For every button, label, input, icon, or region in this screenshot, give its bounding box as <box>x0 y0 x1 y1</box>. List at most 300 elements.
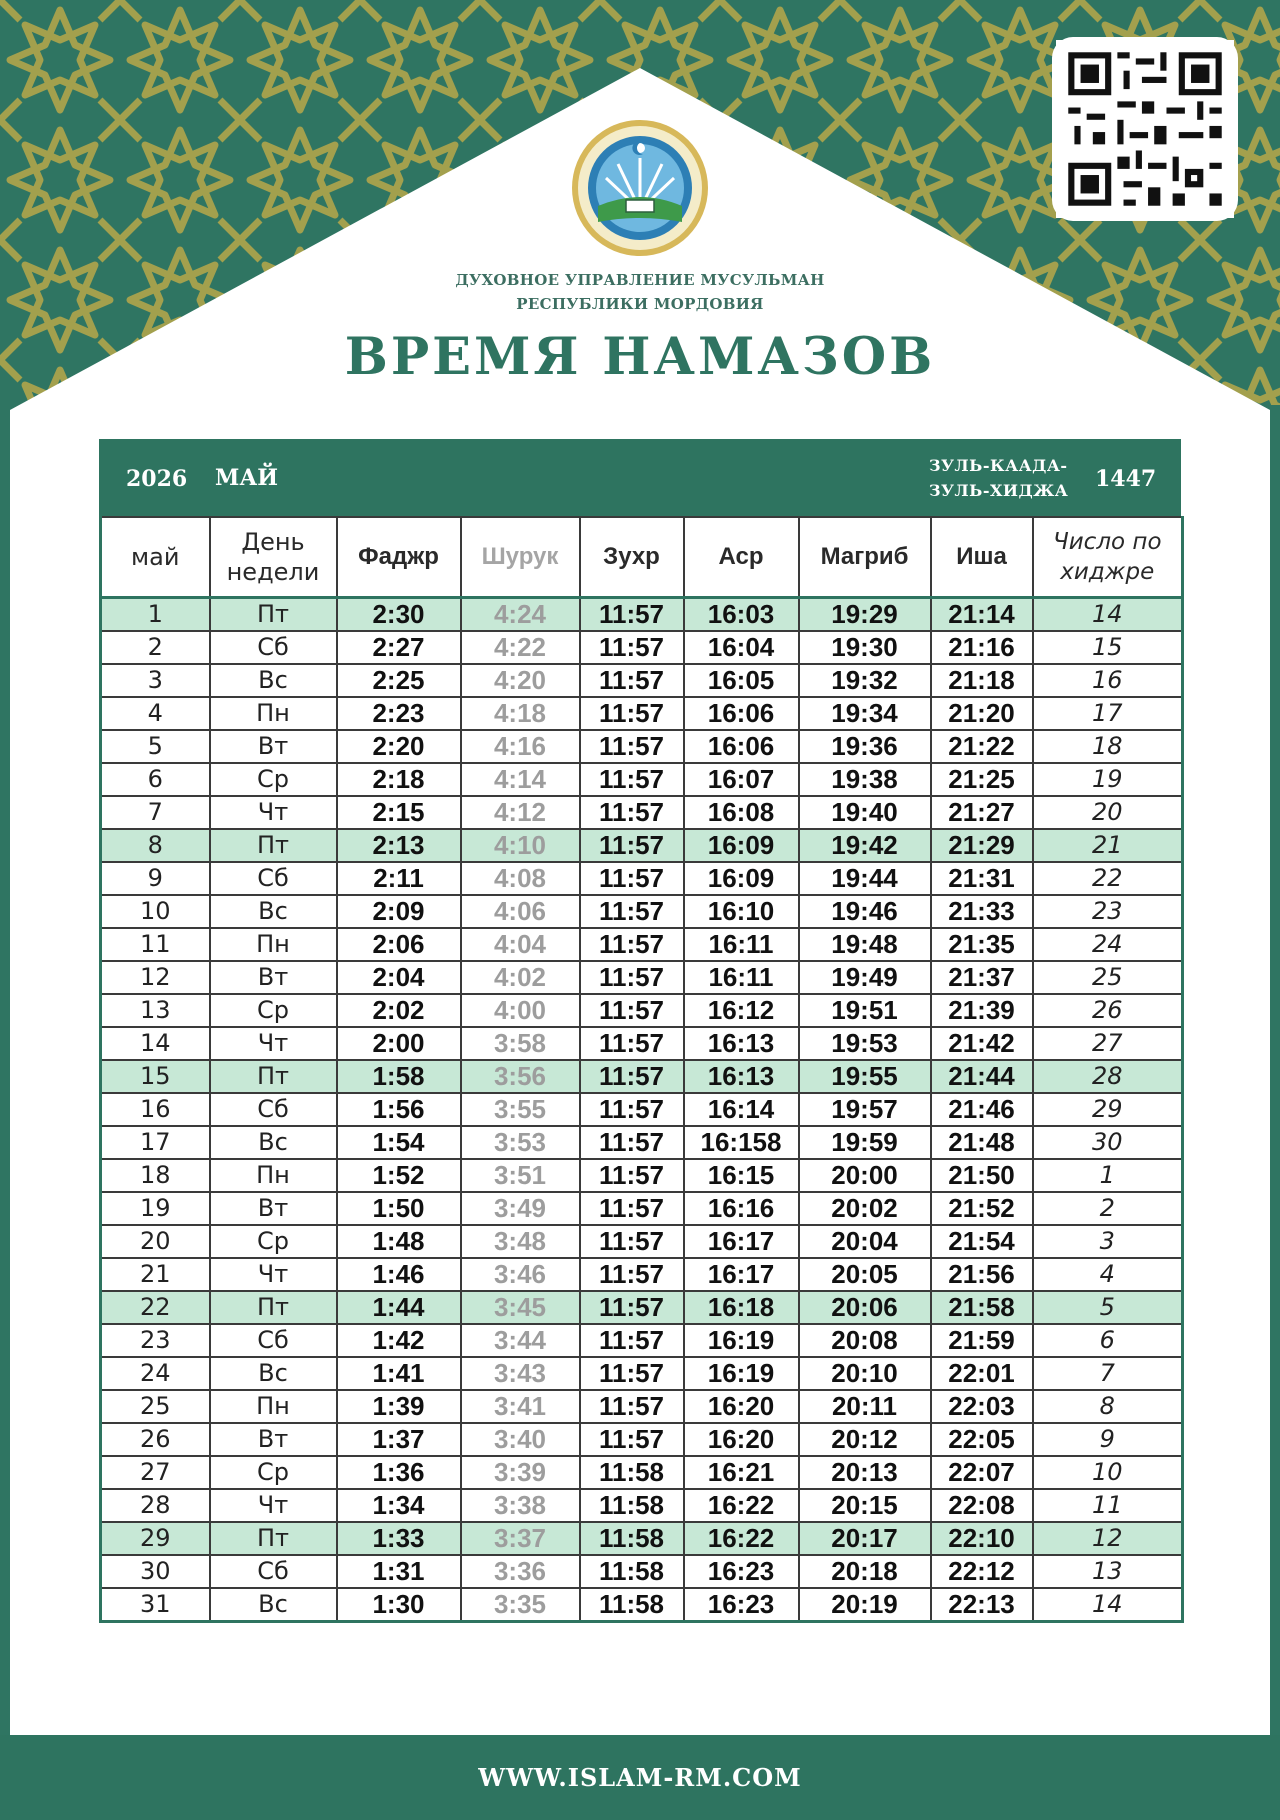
cell-day: 2 <box>101 631 210 664</box>
qr-code-graphic <box>1055 40 1235 218</box>
cell-isha: 21:59 <box>931 1324 1033 1357</box>
cell-maghrib: 20:15 <box>799 1489 931 1522</box>
table-row <box>101 598 1183 632</box>
cell-fajr: 2:15 <box>337 796 461 829</box>
cell-day: 23 <box>101 1324 210 1357</box>
cell-shuruq: 3:56 <box>461 1060 580 1093</box>
cell-asr: 16:08 <box>684 796 799 829</box>
cell-hijri-day: 20 <box>1033 796 1183 829</box>
cell-fajr: 1:50 <box>337 1192 461 1225</box>
month-header-band <box>99 439 1181 516</box>
cell-isha: 21:46 <box>931 1093 1033 1126</box>
cell-fajr: 1:34 <box>337 1489 461 1522</box>
cell-shuruq: 3:55 <box>461 1093 580 1126</box>
cell-zuhr: 11:57 <box>580 1258 684 1291</box>
cell-day: 16 <box>101 1093 210 1126</box>
cell-maghrib: 20:08 <box>799 1324 931 1357</box>
cell-shuruq: 3:41 <box>461 1390 580 1423</box>
cell-day: 5 <box>101 730 210 763</box>
cell-day: 6 <box>101 763 210 796</box>
cell-asr: 16:19 <box>684 1324 799 1357</box>
cell-asr: 16:22 <box>684 1522 799 1555</box>
cell-fajr: 1:30 <box>337 1588 461 1622</box>
cell-weekday: Вт <box>210 961 337 994</box>
cell-shuruq: 3:37 <box>461 1522 580 1555</box>
cell-day: 20 <box>101 1225 210 1258</box>
cell-hijri-day: 8 <box>1033 1390 1183 1423</box>
cell-isha: 22:07 <box>931 1456 1033 1489</box>
cell-isha: 21:31 <box>931 862 1033 895</box>
cell-fajr: 1:58 <box>337 1060 461 1093</box>
column-header-maghrib: Магриб <box>799 517 931 598</box>
cell-maghrib: 20:18 <box>799 1555 931 1588</box>
cell-weekday: Вс <box>210 1588 337 1622</box>
cell-asr: 16:17 <box>684 1225 799 1258</box>
cell-isha: 21:50 <box>931 1159 1033 1192</box>
cell-day: 4 <box>101 697 210 730</box>
cell-zuhr: 11:58 <box>580 1522 684 1555</box>
table-row <box>101 1588 1183 1622</box>
cell-day: 18 <box>101 1159 210 1192</box>
cell-weekday: Ср <box>210 1456 337 1489</box>
cell-day: 19 <box>101 1192 210 1225</box>
cell-shuruq: 4:12 <box>461 796 580 829</box>
cell-weekday: Вс <box>210 664 337 697</box>
cell-hijri-day: 12 <box>1033 1522 1183 1555</box>
cell-fajr: 2:06 <box>337 928 461 961</box>
cell-fajr: 1:39 <box>337 1390 461 1423</box>
cell-isha: 21:33 <box>931 895 1033 928</box>
table-row <box>101 763 1183 796</box>
cell-isha: 22:12 <box>931 1555 1033 1588</box>
cell-hijri-day: 27 <box>1033 1027 1183 1060</box>
table-body <box>101 598 1183 1622</box>
cell-isha: 21:20 <box>931 697 1033 730</box>
cell-zuhr: 11:57 <box>580 1192 684 1225</box>
cell-isha: 21:22 <box>931 730 1033 763</box>
cell-zuhr: 11:57 <box>580 1291 684 1324</box>
cell-isha: 21:16 <box>931 631 1033 664</box>
cell-shuruq: 4:16 <box>461 730 580 763</box>
cell-isha: 21:27 <box>931 796 1033 829</box>
table-row <box>101 730 1183 763</box>
page-title: ВРЕМЯ НАМАЗОВ <box>344 327 936 387</box>
cell-day: 10 <box>101 895 210 928</box>
cell-zuhr: 11:57 <box>580 1027 684 1060</box>
cell-day: 15 <box>101 1060 210 1093</box>
cell-hijri-day: 26 <box>1033 994 1183 1027</box>
cell-maghrib: 19:30 <box>799 631 931 664</box>
cell-zuhr: 11:58 <box>580 1588 684 1622</box>
cell-hijri-day: 5 <box>1033 1291 1183 1324</box>
cell-zuhr: 11:57 <box>580 1159 684 1192</box>
cell-isha: 21:25 <box>931 763 1033 796</box>
cell-isha: 22:13 <box>931 1588 1033 1622</box>
cell-hijri-day: 23 <box>1033 895 1183 928</box>
cell-isha: 21:52 <box>931 1192 1033 1225</box>
cell-fajr: 1:36 <box>337 1456 461 1489</box>
cell-fajr: 1:48 <box>337 1225 461 1258</box>
cell-weekday: Пт <box>210 1291 337 1324</box>
cell-fajr: 2:04 <box>337 961 461 994</box>
column-header-shuruq: Шурук <box>461 517 580 598</box>
cell-hijri-day: 1 <box>1033 1159 1183 1192</box>
cell-hijri-day: 13 <box>1033 1555 1183 1588</box>
cell-zuhr: 11:57 <box>580 1093 684 1126</box>
cell-shuruq: 3:58 <box>461 1027 580 1060</box>
cell-zuhr: 11:57 <box>580 961 684 994</box>
cell-asr: 16:13 <box>684 1060 799 1093</box>
cell-zuhr: 11:57 <box>580 829 684 862</box>
cell-zuhr: 11:57 <box>580 763 684 796</box>
cell-shuruq: 3:49 <box>461 1192 580 1225</box>
cell-asr: 16:17 <box>684 1258 799 1291</box>
cell-hijri-day: 19 <box>1033 763 1183 796</box>
cell-day: 28 <box>101 1489 210 1522</box>
cell-fajr: 2:02 <box>337 994 461 1027</box>
cell-fajr: 1:56 <box>337 1093 461 1126</box>
cell-fajr: 2:27 <box>337 631 461 664</box>
cell-isha: 22:05 <box>931 1423 1033 1456</box>
cell-zuhr: 11:57 <box>580 730 684 763</box>
cell-asr: 16:03 <box>684 598 799 632</box>
cell-maghrib: 20:17 <box>799 1522 931 1555</box>
table-row <box>101 1126 1183 1159</box>
cell-asr: 16:20 <box>684 1423 799 1456</box>
cell-shuruq: 3:48 <box>461 1225 580 1258</box>
cell-asr: 16:14 <box>684 1093 799 1126</box>
cell-fajr: 1:41 <box>337 1357 461 1390</box>
cell-shuruq: 3:39 <box>461 1456 580 1489</box>
cell-asr: 16:09 <box>684 829 799 862</box>
cell-shuruq: 3:46 <box>461 1258 580 1291</box>
cell-zuhr: 11:57 <box>580 697 684 730</box>
cell-day: 9 <box>101 862 210 895</box>
cell-maghrib: 20:00 <box>799 1159 931 1192</box>
cell-shuruq: 3:36 <box>461 1555 580 1588</box>
cell-maghrib: 19:46 <box>799 895 931 928</box>
cell-isha: 21:48 <box>931 1126 1033 1159</box>
cell-hijri-day: 18 <box>1033 730 1183 763</box>
cell-weekday: Вс <box>210 1126 337 1159</box>
table-row <box>101 631 1183 664</box>
table-row <box>101 1027 1183 1060</box>
cell-day: 31 <box>101 1588 210 1622</box>
cell-weekday: Вт <box>210 730 337 763</box>
cell-weekday: Пт <box>210 1522 337 1555</box>
cell-weekday: Сб <box>210 1324 337 1357</box>
cell-fajr: 2:30 <box>337 598 461 632</box>
table-row <box>101 1258 1183 1291</box>
cell-maghrib: 19:44 <box>799 862 931 895</box>
cell-zuhr: 11:57 <box>580 1390 684 1423</box>
cell-shuruq: 4:08 <box>461 862 580 895</box>
cell-isha: 22:01 <box>931 1357 1033 1390</box>
cell-weekday: Пн <box>210 697 337 730</box>
table-header-row <box>101 517 1183 598</box>
cell-fajr: 2:00 <box>337 1027 461 1060</box>
cell-maghrib: 19:42 <box>799 829 931 862</box>
cell-maghrib: 19:48 <box>799 928 931 961</box>
cell-weekday: Сб <box>210 1555 337 1588</box>
cell-weekday: Пн <box>210 928 337 961</box>
cell-day: 25 <box>101 1390 210 1423</box>
cell-zuhr: 11:57 <box>580 994 684 1027</box>
hijri-month-label <box>929 453 1068 503</box>
cell-weekday: Ср <box>210 1225 337 1258</box>
cell-asr: 16:06 <box>684 730 799 763</box>
cell-maghrib: 20:06 <box>799 1291 931 1324</box>
cell-isha: 21:56 <box>931 1258 1033 1291</box>
hijri-month-line2: ЗУЛЬ-ХИДЖА <box>929 481 1069 500</box>
table-row <box>101 1522 1183 1555</box>
column-header-asr: Аср <box>684 517 799 598</box>
cell-day: 22 <box>101 1291 210 1324</box>
cell-maghrib: 20:13 <box>799 1456 931 1489</box>
cell-asr: 16:12 <box>684 994 799 1027</box>
cell-day: 8 <box>101 829 210 862</box>
column-header-isha: Иша <box>931 517 1033 598</box>
cell-maghrib: 20:05 <box>799 1258 931 1291</box>
cell-asr: 16:16 <box>684 1192 799 1225</box>
cell-asr: 16:23 <box>684 1588 799 1622</box>
column-header-hijri-day: Число по хиджре <box>1033 517 1183 598</box>
cell-asr: 16:09 <box>684 862 799 895</box>
cell-zuhr: 11:57 <box>580 928 684 961</box>
cell-asr: 16:21 <box>684 1456 799 1489</box>
cell-fajr: 1:54 <box>337 1126 461 1159</box>
prayer-times-table <box>99 516 1184 1623</box>
cell-weekday: Ср <box>210 994 337 1027</box>
table-row <box>101 1225 1183 1258</box>
cell-weekday: Пн <box>210 1390 337 1423</box>
cell-hijri-day: 28 <box>1033 1060 1183 1093</box>
cell-fajr: 2:09 <box>337 895 461 928</box>
cell-weekday: Чт <box>210 1489 337 1522</box>
cell-fajr: 1:42 <box>337 1324 461 1357</box>
cell-maghrib: 19:34 <box>799 697 931 730</box>
cell-shuruq: 4:20 <box>461 664 580 697</box>
cell-day: 13 <box>101 994 210 1027</box>
cell-hijri-day: 21 <box>1033 829 1183 862</box>
cell-hijri-day: 29 <box>1033 1093 1183 1126</box>
cell-weekday: Вс <box>210 895 337 928</box>
cell-asr: 16:10 <box>684 895 799 928</box>
cell-weekday: Сб <box>210 631 337 664</box>
cell-maghrib: 19:51 <box>799 994 931 1027</box>
table-row <box>101 796 1183 829</box>
table-row <box>101 1159 1183 1192</box>
cell-asr: 16:11 <box>684 928 799 961</box>
table-row <box>101 1423 1183 1456</box>
cell-shuruq: 3:40 <box>461 1423 580 1456</box>
cell-isha: 22:03 <box>931 1390 1033 1423</box>
cell-weekday: Чт <box>210 1258 337 1291</box>
cell-maghrib: 19:55 <box>799 1060 931 1093</box>
table-row <box>101 1390 1183 1423</box>
cell-shuruq: 3:43 <box>461 1357 580 1390</box>
cell-day: 24 <box>101 1357 210 1390</box>
cell-hijri-day: 22 <box>1033 862 1183 895</box>
cell-hijri-day: 25 <box>1033 961 1183 994</box>
cell-day: 27 <box>101 1456 210 1489</box>
prayer-times-table-container <box>99 439 1181 1623</box>
cell-hijri-day: 15 <box>1033 631 1183 664</box>
cell-fajr: 1:31 <box>337 1555 461 1588</box>
cell-maghrib: 19:49 <box>799 961 931 994</box>
cell-shuruq: 4:04 <box>461 928 580 961</box>
cell-zuhr: 11:57 <box>580 1060 684 1093</box>
cell-day: 1 <box>101 598 210 632</box>
cell-asr: 16:158 <box>684 1126 799 1159</box>
table-row <box>101 664 1183 697</box>
cell-hijri-day: 2 <box>1033 1192 1183 1225</box>
cell-zuhr: 11:57 <box>580 1225 684 1258</box>
cell-weekday: Пт <box>210 829 337 862</box>
cell-maghrib: 20:02 <box>799 1192 931 1225</box>
cell-zuhr: 11:57 <box>580 862 684 895</box>
cell-shuruq: 4:14 <box>461 763 580 796</box>
cell-isha: 21:54 <box>931 1225 1033 1258</box>
cell-zuhr: 11:57 <box>580 1324 684 1357</box>
cell-hijri-day: 14 <box>1033 598 1183 632</box>
table-row <box>101 1060 1183 1093</box>
organization-name-line1: ДУХОВНОЕ УПРАВЛЕНИЕ МУСУЛЬМАН <box>455 271 825 289</box>
cell-shuruq: 3:44 <box>461 1324 580 1357</box>
table-row <box>101 862 1183 895</box>
cell-zuhr: 11:57 <box>580 796 684 829</box>
table-row <box>101 1456 1183 1489</box>
hijri-month-line1: ЗУЛЬ-КААДА- <box>929 456 1068 475</box>
cell-hijri-day: 10 <box>1033 1456 1183 1489</box>
cell-maghrib: 20:12 <box>799 1423 931 1456</box>
cell-shuruq: 4:06 <box>461 895 580 928</box>
cell-isha: 21:18 <box>931 664 1033 697</box>
table-row <box>101 1324 1183 1357</box>
cell-maghrib: 20:11 <box>799 1390 931 1423</box>
cell-weekday: Сб <box>210 862 337 895</box>
cell-shuruq: 3:35 <box>461 1588 580 1622</box>
cell-maghrib: 19:40 <box>799 796 931 829</box>
cell-maghrib: 19:38 <box>799 763 931 796</box>
cell-zuhr: 11:57 <box>580 631 684 664</box>
organization-name-line2: РЕСПУБЛИКИ МОРДОВИЯ <box>516 295 764 313</box>
cell-asr: 16:20 <box>684 1390 799 1423</box>
table-row <box>101 1489 1183 1522</box>
cell-isha: 21:37 <box>931 961 1033 994</box>
cell-day: 30 <box>101 1555 210 1588</box>
table-row <box>101 829 1183 862</box>
cell-day: 7 <box>101 796 210 829</box>
cell-day: 11 <box>101 928 210 961</box>
cell-shuruq: 4:02 <box>461 961 580 994</box>
cell-maghrib: 20:04 <box>799 1225 931 1258</box>
month-label: МАЙ <box>215 465 279 491</box>
column-header-zuhr: Зухр <box>580 517 684 598</box>
cell-maghrib: 19:32 <box>799 664 931 697</box>
column-header-day: май <box>101 517 210 598</box>
cell-asr: 16:11 <box>684 961 799 994</box>
cell-hijri-day: 24 <box>1033 928 1183 961</box>
cell-zuhr: 11:57 <box>580 1357 684 1390</box>
cell-hijri-day: 16 <box>1033 664 1183 697</box>
cell-shuruq: 3:53 <box>461 1126 580 1159</box>
cell-asr: 16:18 <box>684 1291 799 1324</box>
cell-weekday: Сб <box>210 1093 337 1126</box>
cell-asr: 16:06 <box>684 697 799 730</box>
year-label: 2026 <box>126 466 188 492</box>
table-row <box>101 1291 1183 1324</box>
cell-fajr: 2:23 <box>337 697 461 730</box>
footer-band <box>0 1735 1280 1820</box>
cell-fajr: 1:37 <box>337 1423 461 1456</box>
cell-asr: 16:04 <box>684 631 799 664</box>
qr-code-icon[interactable] <box>1055 40 1235 218</box>
cell-fajr: 2:25 <box>337 664 461 697</box>
table-row <box>101 928 1183 961</box>
cell-zuhr: 11:57 <box>580 598 684 632</box>
cell-hijri-day: 7 <box>1033 1357 1183 1390</box>
cell-zuhr: 11:57 <box>580 895 684 928</box>
table-row <box>101 895 1183 928</box>
column-header-fajr: Фаджр <box>337 517 461 598</box>
cell-maghrib: 20:10 <box>799 1357 931 1390</box>
table-row <box>101 961 1183 994</box>
cell-isha: 21:14 <box>931 598 1033 632</box>
cell-weekday: Вс <box>210 1357 337 1390</box>
cell-hijri-day: 14 <box>1033 1588 1183 1622</box>
table-row <box>101 994 1183 1027</box>
cell-hijri-day: 11 <box>1033 1489 1183 1522</box>
cell-day: 21 <box>101 1258 210 1291</box>
cell-day: 3 <box>101 664 210 697</box>
cell-fajr: 2:20 <box>337 730 461 763</box>
cell-day: 29 <box>101 1522 210 1555</box>
cell-isha: 21:42 <box>931 1027 1033 1060</box>
cell-maghrib: 19:57 <box>799 1093 931 1126</box>
cell-weekday: Пн <box>210 1159 337 1192</box>
cell-fajr: 1:52 <box>337 1159 461 1192</box>
cell-day: 17 <box>101 1126 210 1159</box>
cell-weekday: Пт <box>210 598 337 632</box>
cell-zuhr: 11:58 <box>580 1555 684 1588</box>
cell-zuhr: 11:57 <box>580 1423 684 1456</box>
cell-zuhr: 11:57 <box>580 1126 684 1159</box>
cell-isha: 21:39 <box>931 994 1033 1027</box>
cell-isha: 21:58 <box>931 1291 1033 1324</box>
cell-day: 12 <box>101 961 210 994</box>
cell-hijri-day: 6 <box>1033 1324 1183 1357</box>
cell-weekday: Чт <box>210 1027 337 1060</box>
cell-asr: 16:23 <box>684 1555 799 1588</box>
cell-shuruq: 4:10 <box>461 829 580 862</box>
cell-maghrib: 19:36 <box>799 730 931 763</box>
website-link[interactable]: WWW.ISLAM-RM.COM <box>478 1763 802 1792</box>
table-row <box>101 1357 1183 1390</box>
cell-maghrib: 19:29 <box>799 598 931 632</box>
cell-hijri-day: 30 <box>1033 1126 1183 1159</box>
cell-asr: 16:22 <box>684 1489 799 1522</box>
cell-shuruq: 4:00 <box>461 994 580 1027</box>
cell-weekday: Вт <box>210 1423 337 1456</box>
cell-shuruq: 3:51 <box>461 1159 580 1192</box>
cell-shuruq: 3:38 <box>461 1489 580 1522</box>
cell-isha: 22:10 <box>931 1522 1033 1555</box>
cell-hijri-day: 17 <box>1033 697 1183 730</box>
table-row <box>101 1093 1183 1126</box>
cell-isha: 21:35 <box>931 928 1033 961</box>
cell-maghrib: 19:53 <box>799 1027 931 1060</box>
